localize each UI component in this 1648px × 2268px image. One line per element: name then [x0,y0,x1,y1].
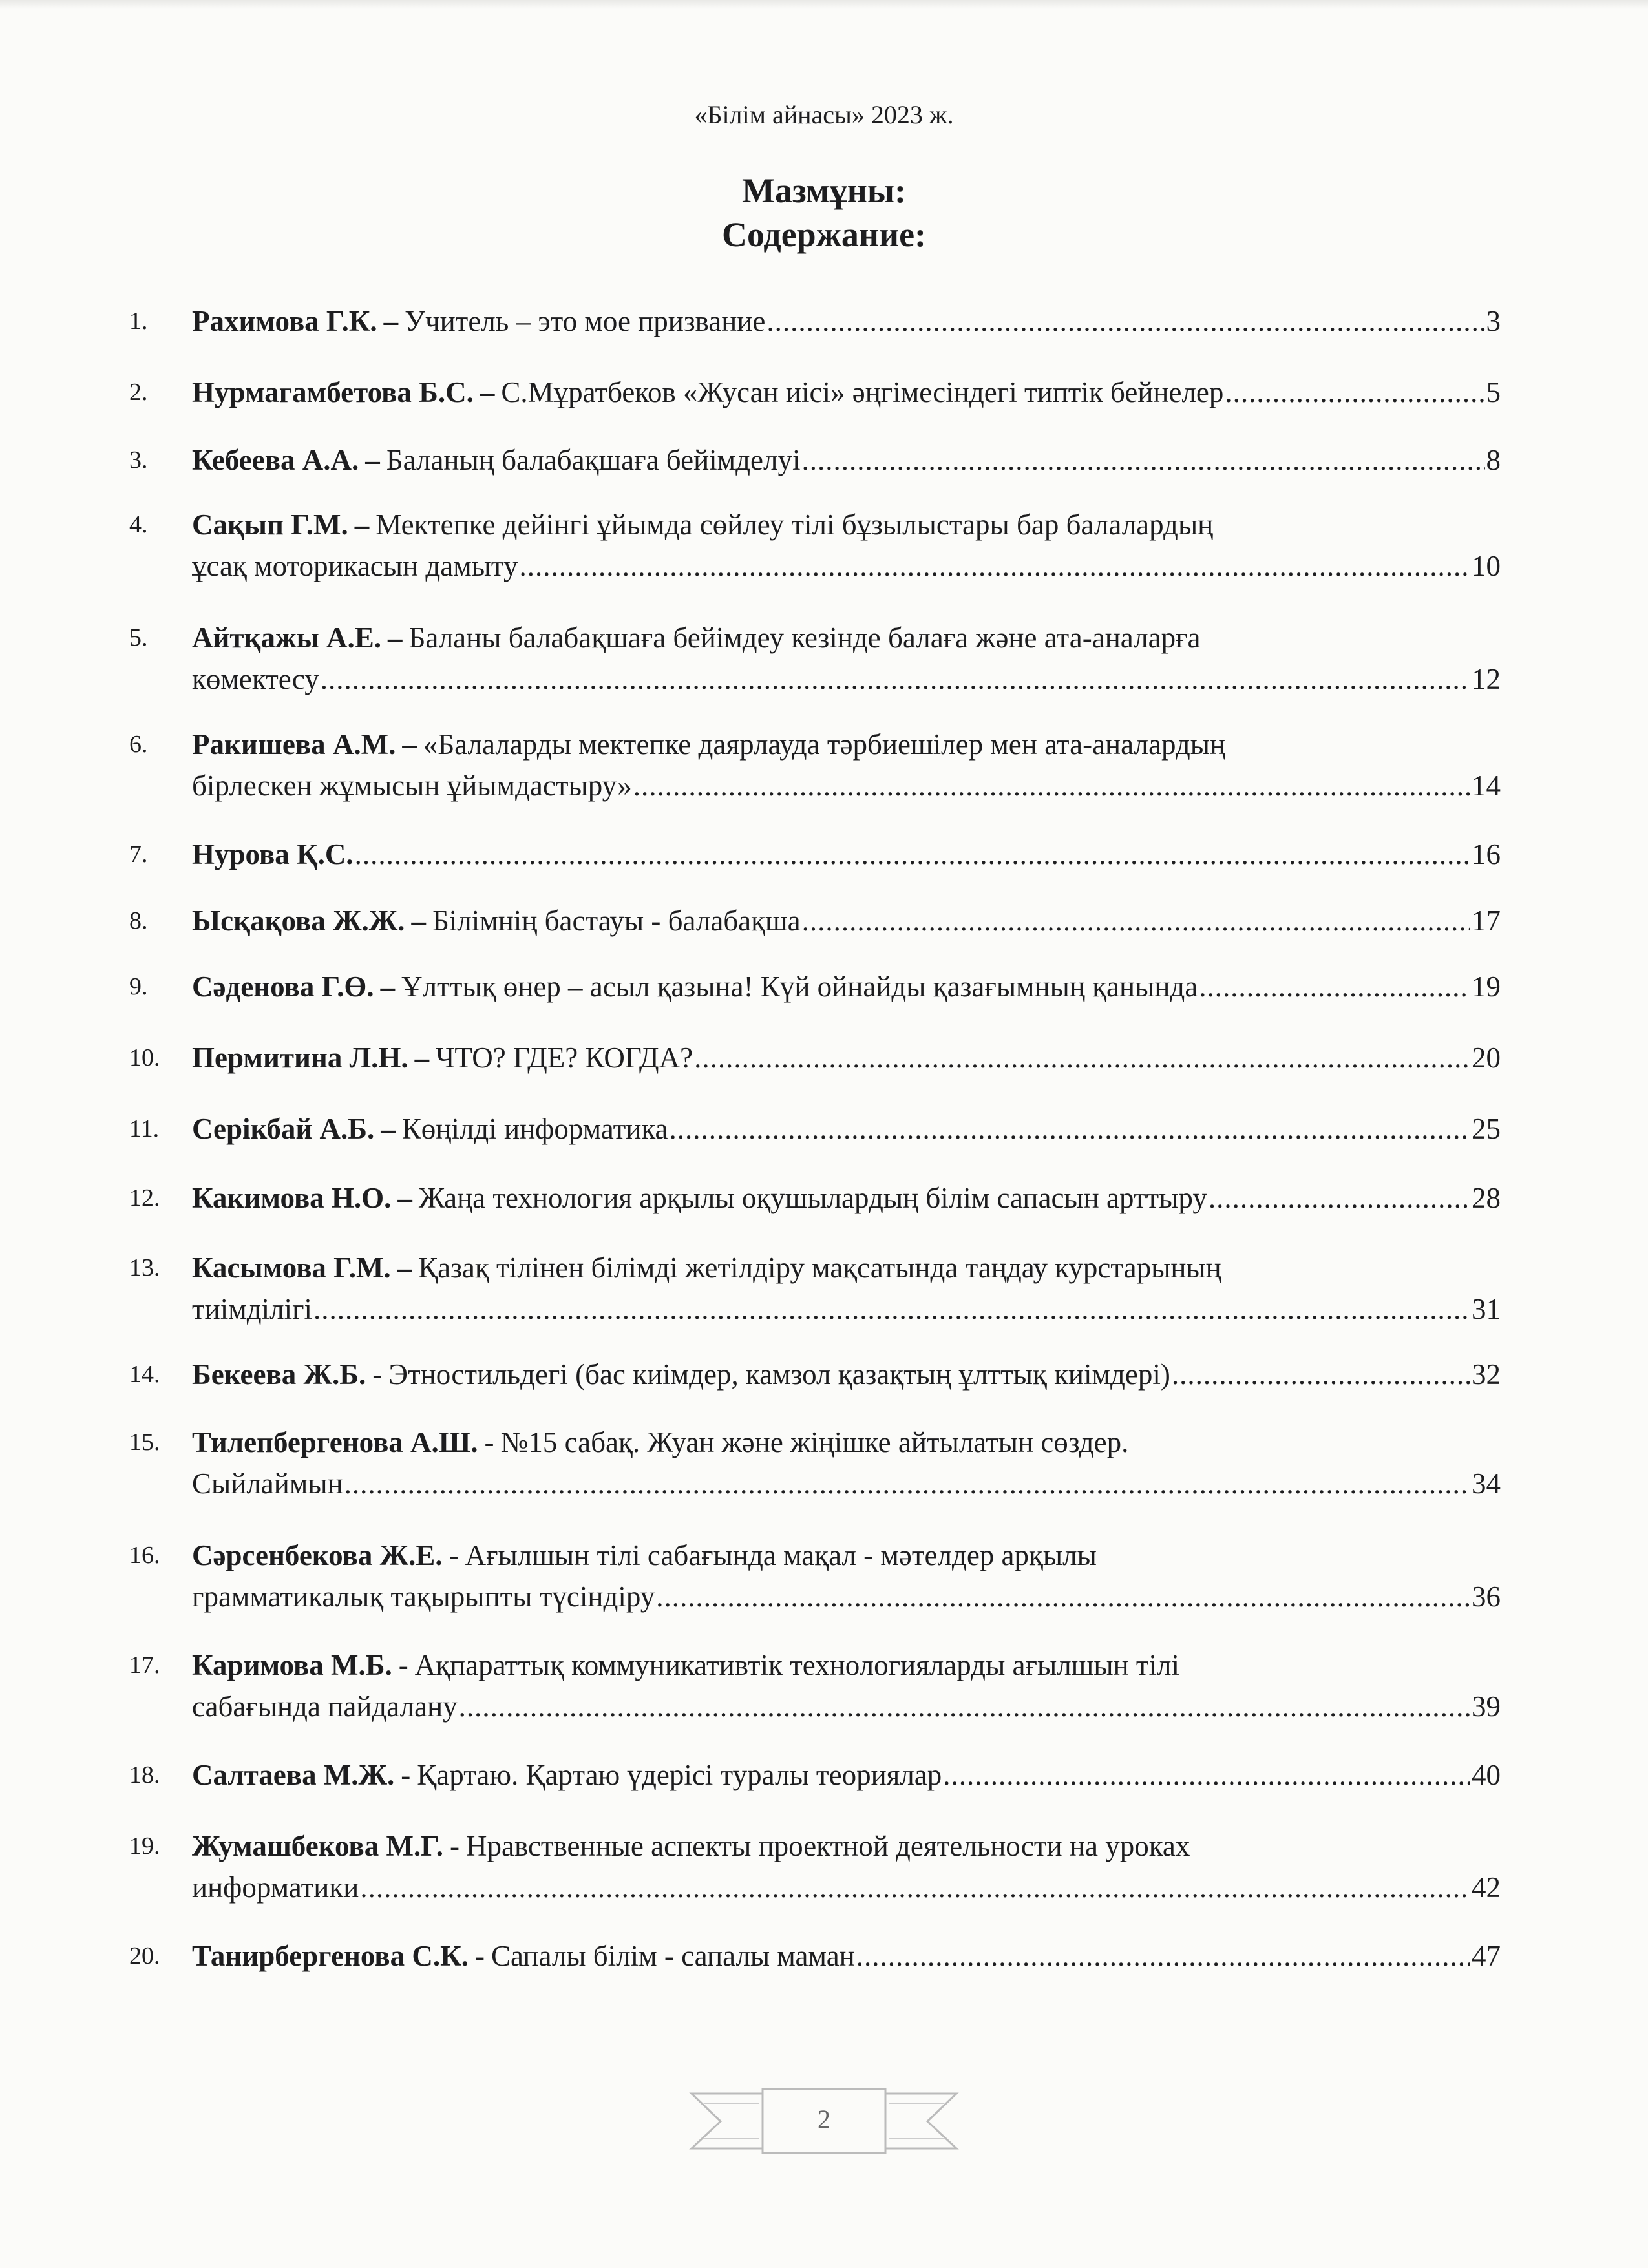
toc-title-text: ЧТО? ГДЕ? КОГДА? [436,1042,693,1074]
toc-separator: - [401,1759,411,1791]
toc-entry-line [192,900,1501,941]
toc-entry-line [192,1576,1501,1617]
toc-page-number: 42 [1472,1871,1501,1904]
toc-entry-line [192,1247,1501,1288]
toc-title-text: көмектесу [192,663,319,695]
toc-entry-line [192,617,1501,658]
toc-entry-number: 17. [129,1652,160,1679]
toc-entry-body [192,1177,1501,1219]
toc-entry-body [192,504,1501,587]
toc-entry-number: 11. [129,1115,160,1142]
toc-entry-body [192,1935,1501,1977]
toc-entry-line [192,439,1501,481]
dot-leader [1209,1177,1470,1219]
page-number: 2 [818,2105,830,2134]
toc-title-text: Көңілді информатика [401,1113,668,1145]
toc-entry-body [192,724,1501,806]
toc-entry-body [192,1354,1501,1395]
toc-entry-body [192,439,1501,481]
toc-entry-number: 6. [129,731,148,758]
toc-separator: - [372,1358,383,1391]
toc-page-number: 8 [1486,444,1501,476]
toc-entry-number: 19. [129,1832,160,1860]
toc-author: Кебеева А.А. [192,444,359,476]
toc-title-text: ұсақ моторикасын дамыту [192,550,518,582]
toc-entry-number: 1. [129,308,148,335]
toc-entry-line [192,1535,1501,1576]
dot-leader [1225,372,1484,413]
toc-author: Сақып Г.М. [192,509,348,541]
toc-entry-body [192,617,1501,700]
toc-page-number: 3 [1486,305,1501,337]
toc-page-number: 12 [1472,663,1501,695]
toc-author: Касымова Г.М. [192,1252,391,1284]
toc-entry-line [192,1422,1501,1463]
toc-author: Ысқақова Ж.Ж. [192,905,405,937]
contents-title-ru: Содержание: [721,215,927,254]
dot-leader [313,1288,1470,1330]
toc-entry-line [192,1867,1501,1908]
toc-title-text: Этностильдегі (бас киімдер, камзол қазақтың ұлттық киімдері) [388,1358,1170,1391]
toc-separator: – [397,1252,412,1284]
toc-separator: – [381,1113,396,1145]
toc-entry-line [192,1354,1501,1395]
toc-page-number: 19 [1472,971,1501,1003]
toc-author: Тилепбергенова А.Ш. [192,1426,478,1458]
toc-author: Сәрсенбекова Ж.Е. [192,1539,443,1571]
toc-entry-body [192,1825,1501,1908]
toc-entry-body [192,1754,1501,1796]
toc-entry-body [192,1422,1501,1504]
toc-separator: – [383,305,399,337]
dot-leader [856,1935,1470,1977]
toc-page-number: 10 [1472,550,1501,582]
toc-title-text: Мектепке дейінгі ұйымда сөйлеу тілі бұзылыстары бар балалардың [375,509,1214,541]
toc-title-text: Ұлттық өнер – асыл қазына! Күй ойнайды қазағымның қанында [401,971,1198,1003]
toc-title-text: информатики [192,1871,359,1904]
toc-author: Серікбай А.Б. [192,1113,375,1145]
toc-page-number: 28 [1472,1182,1501,1214]
toc-page-number: 39 [1472,1690,1501,1723]
dot-leader [1199,966,1470,1007]
dot-leader [360,1867,1470,1908]
toc-author: Какимова Н.О. [192,1182,392,1214]
toc-entry-line [192,765,1501,806]
toc-entry-line [192,1644,1501,1686]
toc-separator: - [474,1940,485,1972]
toc-separator: – [354,509,370,541]
toc-entry-number: 10. [129,1044,160,1071]
toc-author: Нурмагамбетова Б.С. [192,376,474,408]
toc-entry-body [192,300,1501,342]
toc-entry-body [192,966,1501,1007]
toc-entry-line [192,966,1501,1007]
toc-author: Каримова М.Б. [192,1649,392,1681]
toc-page-number: 34 [1472,1467,1501,1500]
toc-author: Пермитина Л.Н. [192,1042,408,1074]
toc-title-text: Қазақ тілінен білімді жетілдіру мақсатында таңдау курстарының [418,1252,1221,1284]
dot-leader [943,1754,1470,1796]
toc-title-text: сабағында пайдалану [192,1690,458,1723]
toc-page-number: 31 [1472,1293,1501,1325]
toc-entry-body [192,372,1501,413]
toc-separator: – [402,728,417,761]
toc-entry-line [192,300,1501,342]
contents-title-kz: Мазмұны: [742,171,906,210]
toc-author: Салтаева М.Ж. [192,1759,395,1791]
toc-entry-number: 12. [129,1184,160,1212]
toc-title-text: Учитель – это мое призвание [405,305,766,337]
toc-page-number: 17 [1472,905,1501,937]
toc-author: Ракишева А.М. [192,728,396,761]
toc-author: Рахимова Г.К. [192,305,377,337]
dot-leader [656,1576,1470,1617]
toc-entry-line [192,1686,1501,1727]
toc-separator: – [480,376,495,408]
toc-entry-line [192,1754,1501,1796]
toc-separator: – [387,622,403,654]
dot-leader [670,1108,1470,1150]
toc-entry-number: 14. [129,1361,160,1388]
toc-page-number: 14 [1472,770,1501,802]
toc-entry-line [192,834,1501,875]
toc-entry-number: 15. [129,1429,160,1456]
toc-title-text: Баланы балабақшаға бейімдеу кезінде балаға және ата-аналарға [408,622,1201,654]
toc-entry-line [192,658,1501,700]
toc-title-text: С.Мұратбеков «Жусан иісі» әңгімесіндегі типтік бейнелер [501,376,1224,408]
toc-entry-line [192,1288,1501,1330]
toc-title-text: №15 сабақ. Жуан және жіңішке айтылатын сөздер. [500,1426,1129,1458]
dot-leader [801,439,1484,481]
toc-entry-line [192,504,1501,545]
toc-separator: – [397,1182,412,1214]
toc-author: Бекеева Ж.Б. [192,1358,366,1391]
toc-title-text: Ақпараттық коммуникативтік технологияларды ағылшын тілі [414,1649,1180,1681]
toc-entry-line [192,1108,1501,1150]
toc-title-text: «Балаларды мектепке даярлауда тәрбиешілер мен ата-аналардың [423,728,1226,761]
toc-entry-number: 3. [129,446,148,474]
toc-author: Жумашбекова М.Г. [192,1830,443,1862]
dot-leader [802,900,1470,941]
toc-entry-line [192,1037,1501,1078]
toc-entry-line [192,545,1501,587]
toc-page-number: 36 [1472,1580,1501,1613]
dot-leader [1172,1354,1470,1395]
toc-title-text: Сапалы білім - сапалы маман [491,1940,855,1972]
toc-entry-body [192,834,1501,875]
toc-author: Танирбергенова С.К. [192,1940,469,1972]
toc-author: Нурова Қ.С. [192,838,354,870]
toc-entry-body [192,1247,1501,1330]
toc-title-text: Сыйлаймын [192,1467,343,1500]
toc-entry-number: 20. [129,1942,160,1969]
toc-separator: – [365,444,380,476]
toc-separator: - [449,1830,460,1862]
toc-separator: - [449,1539,459,1571]
toc-entry-number: 8. [129,907,148,934]
toc-entry-number: 4. [129,511,148,538]
toc-separator: – [411,905,426,937]
toc-entry-body [192,1037,1501,1078]
toc-title-text: Баланың балабақшаға бейімделуі [386,444,801,476]
dot-leader [344,1463,1470,1504]
dot-leader [355,834,1470,875]
toc-entry-line [192,1463,1501,1504]
toc-separator: - [398,1649,408,1681]
toc-title-text: Қартаю. Қартаю үдерісі туралы теориялар [417,1759,942,1791]
running-header: «Білім айнасы» 2023 ж. [694,100,954,129]
toc-entry-line [192,372,1501,413]
toc-title-text: Нравственные аспекты проектной деятельности на уроках [465,1830,1190,1862]
toc-title-text: грамматикалық тақырыпты түсіндіру [192,1580,655,1613]
toc-author: Сәденова Г.Ө. [192,971,374,1003]
toc-entry-number: 5. [129,624,148,651]
toc-title-text: Ағылшын тілі сабағында мақал - мәтелдер арқылы [465,1539,1097,1571]
toc-entry-line [192,1825,1501,1867]
dot-leader [766,300,1484,342]
dot-leader [694,1037,1470,1078]
toc-page-number: 16 [1472,838,1501,870]
toc-entry-number: 9. [129,973,148,1000]
toc-page-number: 40 [1472,1759,1501,1791]
toc-entry-number: 16. [129,1542,160,1569]
toc-title-text: тиімділігі [192,1293,313,1325]
toc-entry-body [192,900,1501,941]
dot-leader [459,1686,1470,1727]
toc-entry-body [192,1108,1501,1150]
toc-entry-body [192,1535,1501,1617]
toc-separator: – [414,1042,430,1074]
toc-page-number: 47 [1472,1940,1501,1972]
toc-entry-line [192,1177,1501,1219]
toc-page-number: 32 [1472,1358,1501,1391]
toc-separator: - [484,1426,494,1458]
toc-entry-number: 2. [129,379,148,406]
toc-entry-number: 13. [129,1254,160,1281]
toc-page-number: 20 [1472,1042,1501,1074]
toc-author: Айтқажы А.Е. [192,622,381,654]
toc-title-text: Жаңа технология арқылы оқушылардың білім сапасын арттыру [418,1182,1207,1214]
toc-entry-body [192,1644,1501,1727]
toc-separator: – [380,971,396,1003]
dot-leader [520,545,1471,587]
toc-title-text: Білімнің бастауы - балабақша [432,905,801,937]
toc-entry-number: 18. [129,1761,160,1789]
toc-page-number: 25 [1472,1113,1501,1145]
toc-entry-number: 7. [129,841,148,868]
dot-leader [633,765,1470,806]
toc-entry-line [192,1935,1501,1977]
toc-title-text: бірлескен жұмысын ұйымдастыру» [192,770,632,802]
toc-page-number: 5 [1486,376,1501,408]
toc-entry-line [192,724,1501,765]
dot-leader [321,658,1470,700]
